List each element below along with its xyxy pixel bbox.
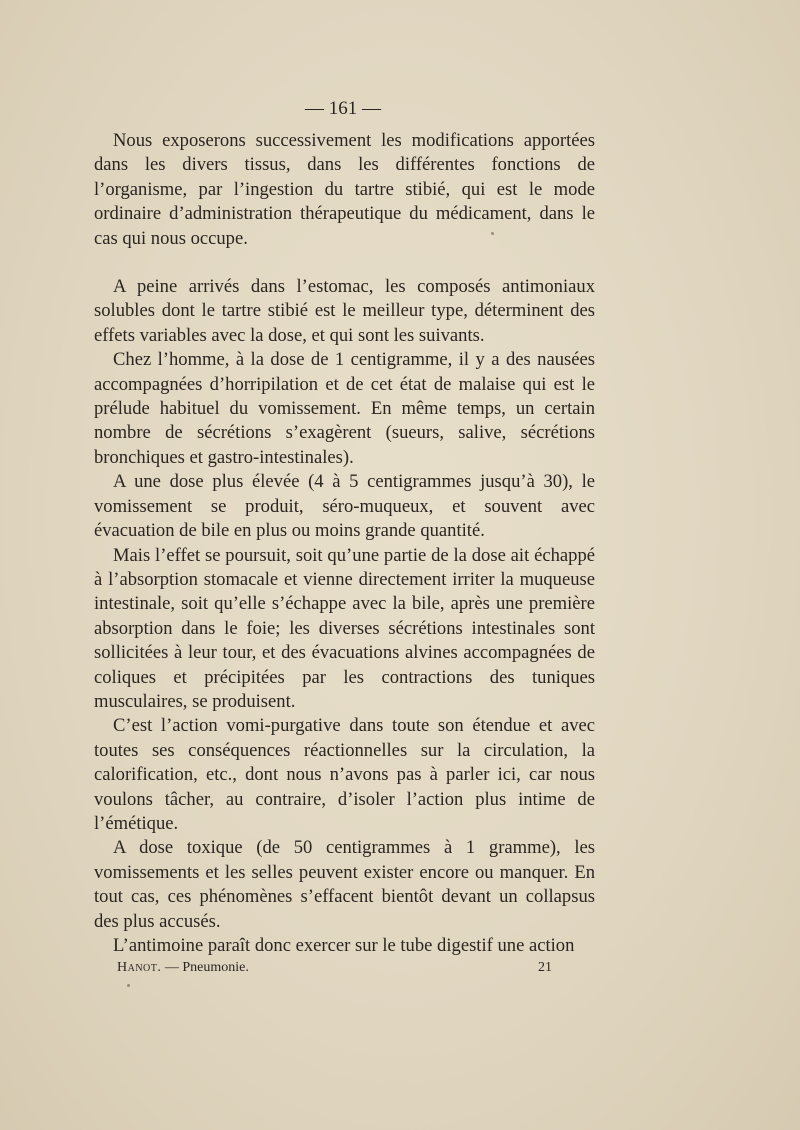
body-text: [94, 129, 595, 958]
paragraph: Mais l’effet se poursuit, soit qu’une partie de la dose ait échappé à l’absorption stomacale et vienne directement irriter la muqueuse intestinale, soit qu’elle s’échappe avec la bile, après une première absorption dans le foie; les diverses sécrétions intestinales sont sollicitées à leur tour, et des évacuations alvines accompagnées de coliques et précipitées par les contractions des tuniques musculaires, se produisent.: [94, 544, 595, 712]
paragraph: Nous exposerons successivement les modifications apportées dans les divers tissus, dans les différentes fonctions de l’organisme, par l’ingestion du tartre stibié, qui est le mode ordinaire d’administration thérapeutique du médicament, dans le cas qui nous occupe.: [94, 130, 595, 249]
paragraph: Chez l’homme, à la dose de 1 centigramme, il y a des nausées accompagnées d’horripilation et de cet état de malaise qui est le prélude habituel du vomissement. En même temps, un certain nombre de sécrétions s’exagèrent (sueurs, salive, sécrétions bronchiques et gastro-intestinales).: [94, 349, 595, 468]
footer-running-title: [117, 960, 249, 976]
paper-speck: [127, 984, 130, 987]
footer-title: — Pneumonie.: [164, 960, 249, 975]
paragraph: A une dose plus élevée (4 à 5 centigrammes jusqu’à 30), le vomissement se produit, séro-muqueux, et souvent avec évacuation de bile en plus ou moins grande quantité.: [94, 471, 595, 542]
signature-mark: 21: [538, 960, 552, 975]
paragraph: A dose toxique (de 50 centigrammes à 1 gramme), les vomissements et les selles peuvent exister encore ou manquer. En tout cas, ces phénomènes s’effacent bientôt devant un collapsus des plus accusés.: [94, 837, 595, 932]
paper-speck: [491, 232, 494, 235]
page-number: — 161 —: [305, 98, 381, 119]
paragraph: L’antimoine paraît donc exercer sur le tube digestif une action: [113, 935, 575, 956]
footer-author: Hanot.: [117, 960, 162, 975]
paragraph: A peine arrivés dans l’estomac, les composés antimoniaux solubles dont le tartre stibié est le meilleur type, déterminent des effets variables avec la dose, et qui sont les suivants.: [94, 276, 595, 346]
paragraph: C’est l’action vomi-purgative dans toute son étendue et avec toutes ses conséquences réactionnelles sur la circulation, la calorification, etc., dont nous n’avons pas à parler ici, car nous voulons tâcher, au contraire, d’isoler l’action plus intime de l’émétique.: [94, 715, 595, 834]
